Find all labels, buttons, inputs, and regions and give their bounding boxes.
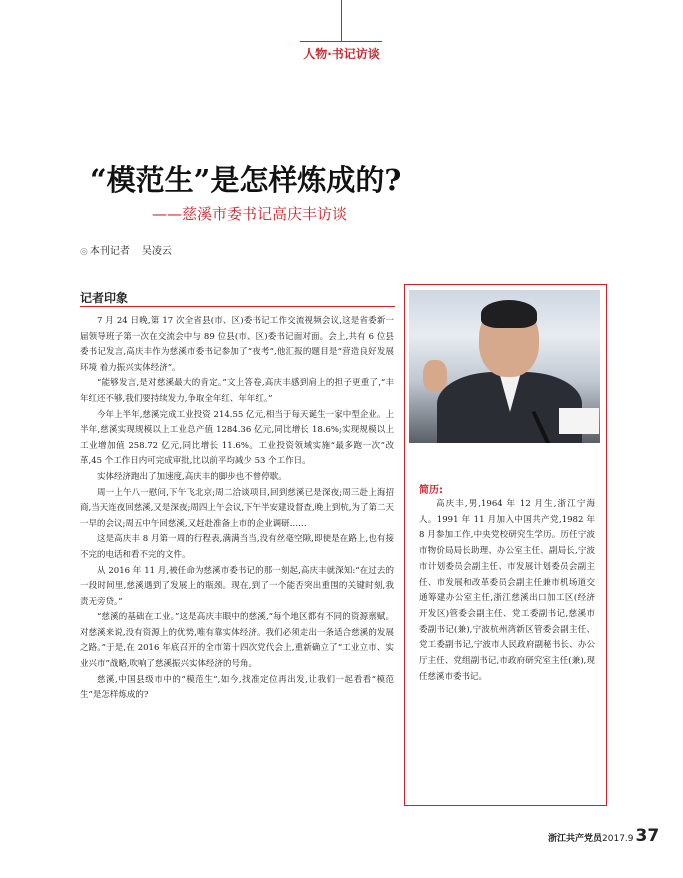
section-label: 人物·书记访谈 — [303, 47, 380, 61]
issue-number: 2017.9 — [602, 834, 634, 844]
body-paragraph: 今年上半年,慈溪完成工业投资 214.55 亿元,相当于每天诞生一家中型企业。上半年,慈溪实现规模以上工业总产值 1284.36 亿元,同比增长 18.6%;实现规模以上工业增加值 258.72 亿元,同比增长 11.6%。工业投资领域实施“最多跑一次”改革,45 个工作日内可完成审批,比以前平均减少 53 个工作日。 — [80, 409, 394, 467]
section-rule-horizontal — [300, 41, 382, 42]
magazine-name: 浙江共产党员 — [548, 834, 603, 844]
body-paragraph: 从 2016 年 11 月,被任命为慈溪市委书记的那一刻起,高庆丰就深知:“在过去的一段时间里,慈溪遇到了发展上的瓶颈。现在,到了一个能否突出重围的关键时刻,我责无旁贷。” — [80, 565, 394, 607]
section-rule-vertical — [341, 0, 342, 42]
body-paragraph: 慈溪,中国县级市中的“模范生”,如今,找准定位再出发,让我们一起看看“模范生”是怎样炼成的? — [80, 674, 394, 701]
body-paragraph: “能够发言,是对慈溪最大的肯定。”文上答卷,高庆丰感到肩上的担子更重了,“丰年红还不够,我们要持续发力,争取全年红、年年红。” — [80, 378, 394, 404]
portrait-photo — [409, 290, 600, 443]
body-paragraph: 这是高庆丰 8 月第一周的行程表,满满当当,没有丝毫空隙,即使是在路上,也有接不完的电话和看不完的文件。 — [80, 534, 394, 560]
byline — [80, 242, 172, 257]
photo-hand — [423, 360, 447, 392]
impression-rule — [80, 306, 395, 307]
impression-heading: 记者印象 — [80, 291, 129, 305]
body-paragraph: 7 月 24 日晚,第 17 次全省县(市、区)委书记工作交流视频会议,这是省委新一届领导班子第一次在交流会中与 89 位县(市、区)委书记面对面。会上,共有 6 位县委书记发言,高庆丰作为慈溪市委书记参加了“夜考”,他汇报的题目是“营造良好发展环境 着力振兴实体经济”。 — [80, 316, 394, 373]
article-body — [80, 314, 394, 704]
page-footer — [548, 826, 659, 846]
resume-label: 简历: — [419, 485, 443, 496]
byline-role: 本刊记者 — [89, 246, 130, 257]
photo-hair — [481, 300, 537, 328]
body-paragraph: 实体经济跑出了加速度,高庆丰的脚步也不曾停歇。 — [97, 471, 287, 482]
byline-mark: ◎ — [80, 247, 88, 257]
byline-name: 吴凌云 — [141, 246, 172, 257]
photo-paper — [559, 408, 599, 434]
body-paragraph: “慈溪的基础在工业。”这是高庆丰眼中的慈溪,“每个地区都有不同的资源禀赋。对慈溪来说,没有资源上的优势,唯有靠实体经济。我们必须走出一条适合慈溪的发展之路。”于是,在 2016 年底召开的全市第十四次党代会上,重新确立了“工业立市、实业兴市”战略,吹响了慈溪振兴实体经济的号角。 — [80, 612, 394, 670]
article-title: “模范生”是怎样炼成的? — [90, 163, 402, 197]
page-number: 37 — [635, 826, 660, 846]
resume-text: 高庆丰,男,1964 年 12 月生,浙江宁海人。1991 年 11 月加入中国共产党,1982 年 8 月参加工作,中央党校研究生学历。历任宁波市物价局局长助理、办公室主任、副局长,宁波市计划委员会副主任、市发展计划委员会副主任、市发展和改革委员会副主任兼市机场道交通筹建办公室主任,浙江慈溪出口加工区(经济开发区)管委会副主任、党工委副书记,慈溪市委副书记(兼),宁波杭州湾新区管委会副主任、党工委副书记,宁波市人民政府副秘书长、办公厅主任、党组副书记,市政府研究室主任(兼),现任慈溪市委书记。 — [419, 499, 595, 682]
body-paragraph: 周一上午八一慰问,下午飞北京;周二洽谈项目,回到慈溪已是深夜;周三赴上海招商,当天连夜回慈溪,又是深夜;周四上午会议,下午半安建设督查,晚上到杭,为了第二天一早的会议;周五中午回慈溪,又赶赴准备上市的企业调研…… — [80, 487, 394, 529]
article-subtitle: ——慈溪市委书记高庆丰访谈 — [152, 205, 348, 223]
